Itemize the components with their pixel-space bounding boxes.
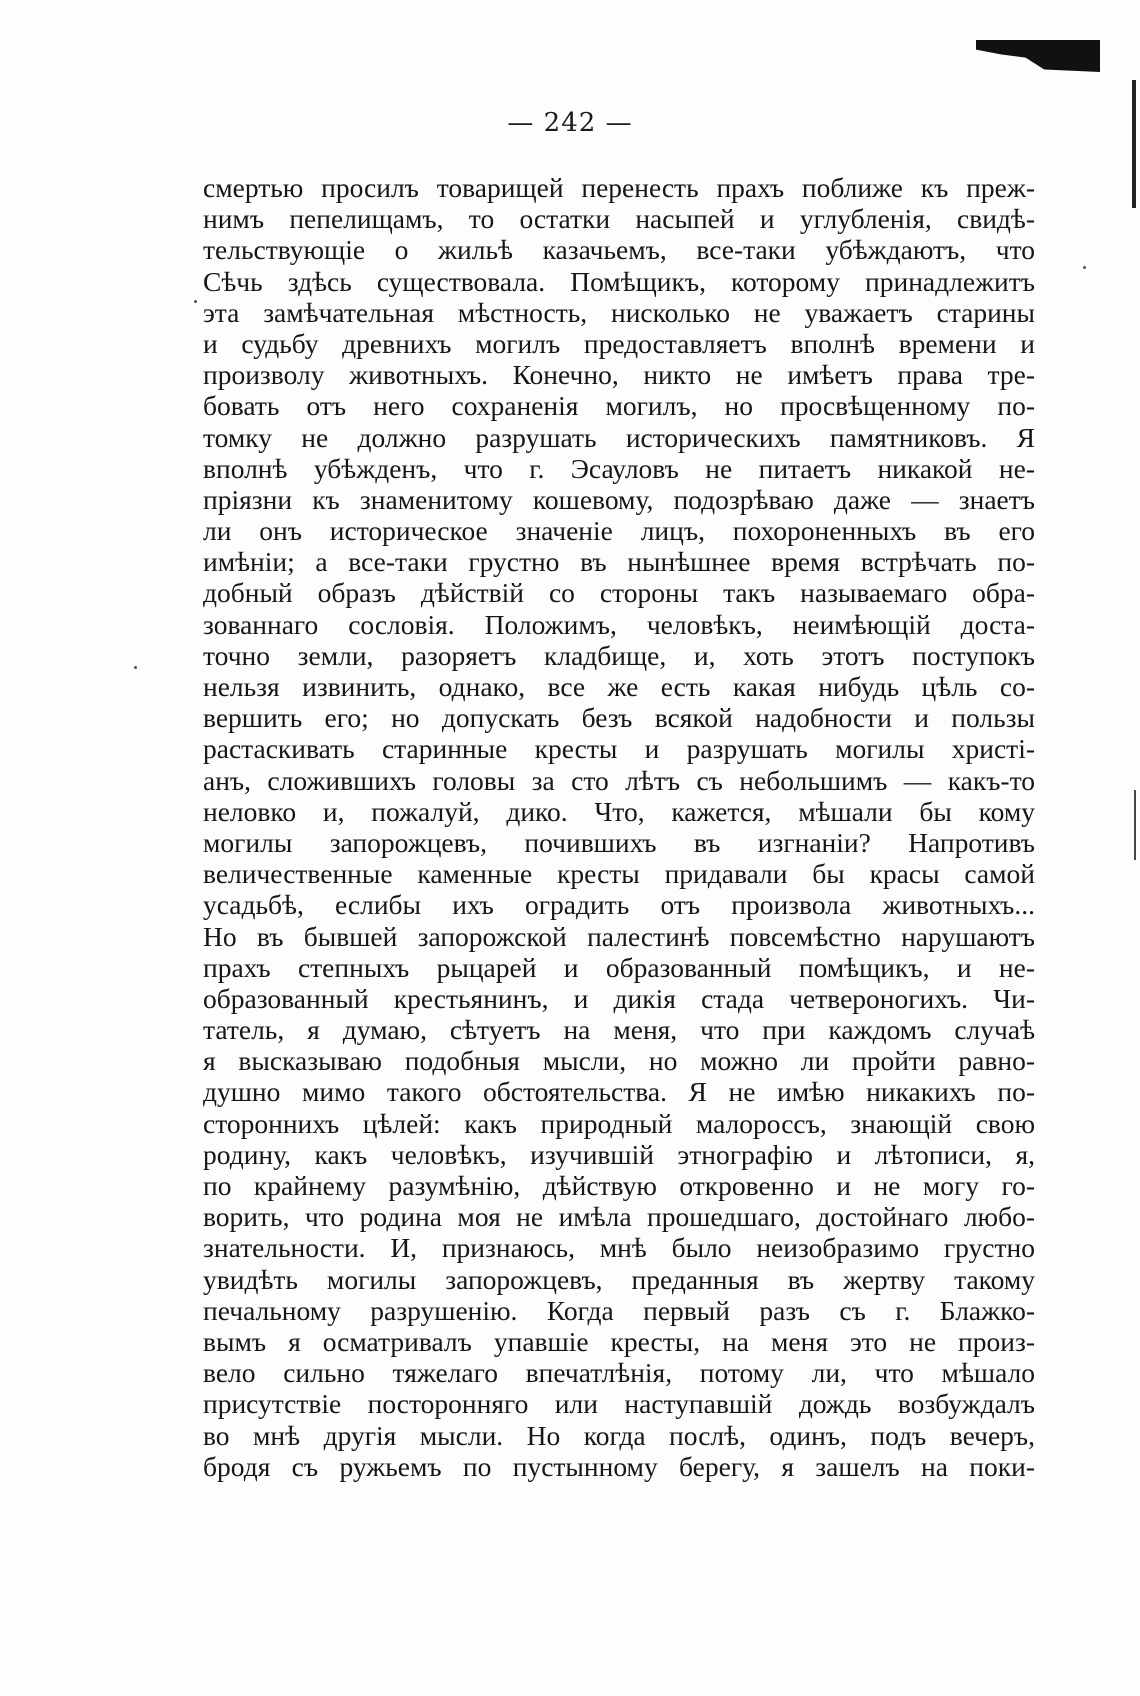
text-line: ли онъ историческое значеніе лицъ, похороненныхъ въ его: [203, 515, 1035, 547]
scan-corner-mark: [976, 40, 1100, 72]
text-line: бовать отъ него сохраненія могилъ, но просвѣщенному по-: [203, 390, 1035, 422]
text-line: бродя съ ружьемъ по пустынному берегу, я зашелъ на поки-: [203, 1450, 1035, 1482]
text-line: увидѣть могилы запорожцевъ, преданныя въ жертву такому: [203, 1263, 1035, 1295]
text-line: неловко и, пожалуй, дико. Что, кажется, мѣшали бы кому: [203, 795, 1035, 827]
scan-edge-tick: [1134, 790, 1136, 860]
text-line: эта замѣчательная мѣстность, нисколько не уважаетъ старины: [203, 296, 1035, 328]
text-line: во мнѣ другія мысли. Но когда послѣ, одинъ, подъ вечеръ,: [203, 1419, 1035, 1451]
text-line: ворить, что родина моя не имѣла прошедшаго, достойнаго любо-: [203, 1201, 1035, 1233]
text-line: образованный крестьянинъ, и дикія стада четвероногихъ. Чи-: [203, 982, 1035, 1014]
text-line: родину, какъ человѣкъ, изучившій этнографію и лѣтописи, я,: [203, 1138, 1035, 1170]
text-line: печальному разрушенію. Когда первый разъ съ г. Блажко-: [203, 1294, 1035, 1326]
text-line: растаскивать старинные кресты и разрушать могилы христі-: [203, 733, 1035, 765]
text-line: усадьбѣ, еслибы ихъ оградить отъ произвола животныхъ...: [203, 889, 1035, 921]
text-line: Сѣчь здѣсь существовала. Помѣщикъ, которому принадлежитъ: [203, 265, 1035, 297]
scan-speck: [194, 300, 197, 303]
text-line: стороннихъ цѣлей: какъ природный малороссъ, знающій свою: [203, 1107, 1035, 1139]
text-line: анъ, сложившихъ головы за сто лѣтъ съ небольшимъ — какъ-то: [203, 764, 1035, 796]
text-line: знательности. И, признаюсь, мнѣ было неизобразимо грустно: [203, 1232, 1035, 1264]
scan-speck: [134, 666, 137, 669]
text-line: произволу животныхъ. Конечно, никто не имѣетъ права тре-: [203, 359, 1035, 391]
text-line: пріязни къ знаменитому кошевому, подозрѣваю даже — знаетъ: [203, 483, 1035, 515]
text-line: могилы запорожцевъ, почившихъ въ изгнаніи? Напротивъ: [203, 826, 1035, 858]
page-number: — 242 —: [507, 108, 633, 138]
text-line: нимъ пепелищамъ, то остатки насыпей и углубленія, свидѣ-: [203, 203, 1035, 235]
text-line: присутствіе посторонняго или наступавшій дождь возбуждалъ: [203, 1388, 1035, 1420]
text-line: добный образъ дѣйствій со стороны такъ называемаго обра-: [203, 577, 1035, 609]
body-text: [203, 172, 1035, 1482]
text-line: имѣніи; а все-таки грустно въ нынѣшнее время встрѣчать по-: [203, 546, 1035, 578]
scan-edge-line: [1132, 80, 1136, 208]
text-line: величественные каменные кресты придавали бы красы самой: [203, 858, 1035, 890]
text-line: нельзя извинить, однако, все же есть какая нибудь цѣль со-: [203, 671, 1035, 702]
text-line: вполнѣ убѣжденъ, что г. Эсауловъ не питаетъ никакой не-: [203, 452, 1035, 484]
scan-speck: [1083, 266, 1086, 269]
text-line: вершить его; но допускать безъ всякой надобности и пользы: [203, 702, 1035, 734]
text-line: точно земли, разоряетъ кладбище, и, хоть этотъ поступокъ: [203, 639, 1035, 671]
text-line: вымъ я осматривалъ упавшіе кресты, на меня это не произ-: [203, 1325, 1035, 1357]
text-line: и судьбу древнихъ могилъ предоставляетъ вполнѣ времени и: [203, 327, 1035, 359]
text-line: вело сильно тяжелаго впечатлѣнія, потому ли, что мѣшало: [203, 1357, 1035, 1389]
text-line: зованнаго сословія. Положимъ, человѣкъ, неимѣющій доста-: [203, 608, 1035, 640]
text-line: тельствующіе о жильѣ казачьемъ, все-таки убѣждаютъ, что: [203, 234, 1035, 266]
text-line: по крайнему разумѣнію, дѣйствую откровенно и не могу го-: [203, 1170, 1035, 1201]
text-line: татель, я думаю, сѣтуетъ на меня, что при каждомъ случаѣ: [203, 1014, 1035, 1046]
text-line: душно мимо такого обстоятельства. Я не имѣю никакихъ по-: [203, 1076, 1035, 1108]
text-line: я высказываю подобныя мысли, но можно ли пройти равно-: [203, 1045, 1035, 1077]
text-line: смертью просилъ товарищей перенесть прахъ поближе къ преж-: [203, 172, 1035, 203]
text-line: томку не должно разрушать историческихъ памятниковъ. Я: [203, 421, 1035, 453]
text-line: прахъ степныхъ рыцарей и образованный помѣщикъ, и не-: [203, 951, 1035, 983]
text-line: Но въ бывшей запорожской палестинѣ повсемѣстно нарушаютъ: [203, 920, 1035, 952]
